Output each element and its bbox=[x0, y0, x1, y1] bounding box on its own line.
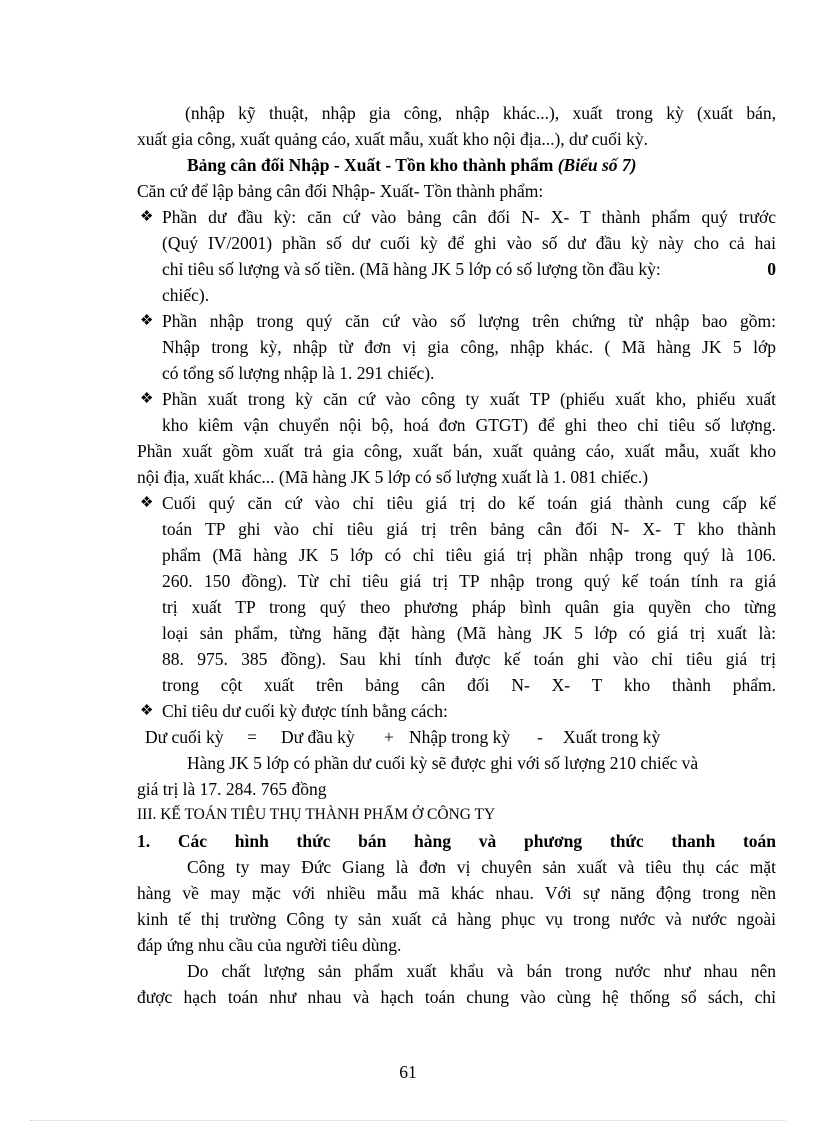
section-heading bbox=[187, 155, 636, 175]
text-line: phẩm (Mã hàng JK 5 lớp có chỉ tiêu giá trị phần nhập trong quý là 106. bbox=[162, 545, 776, 565]
text-line: xuất gia công, xuất quảng cáo, xuất mẫu, xuất kho nội địa...), dư cuối kỳ. bbox=[137, 129, 649, 149]
text-line: Căn cứ để lập bảng cân đối Nhập- Xuất- Tồn thành phẩm: bbox=[137, 181, 544, 201]
text-line: Cuối quý căn cứ vào chỉ tiêu giá trị do kế toán giá thành cung cấp kế bbox=[162, 493, 776, 513]
page-divider bbox=[30, 1120, 786, 1121]
text-line: 260. 150 đồng). Từ chỉ tiêu giá trị TP nhập trong quý kế toán tính ra giá bbox=[162, 571, 776, 591]
text-line: Phần xuất trong kỳ căn cứ vào công ty xuất TP (phiếu xuất kho, phiếu xuất bbox=[162, 389, 776, 409]
text-line: Công ty may Đức Giang là đơn vị chuyên sản xuất và tiêu thụ các mặt bbox=[187, 857, 776, 877]
text-line: được hạch toán như nhau và hạch toán chung vào cùng hệ thống sổ sách, chỉ bbox=[137, 987, 776, 1007]
formula-term: Dư đầu kỳ bbox=[281, 727, 355, 747]
section-title: III. KẾ TOÁN TIÊU THỤ THÀNH PHẨM Ở CÔNG TY bbox=[137, 806, 496, 823]
subsection-title: 1. Các hình thức bán hàng và phương thức thanh toán bbox=[137, 831, 776, 851]
text-line: đáp ứng nhu cầu của người tiêu dùng. bbox=[137, 935, 402, 955]
text-line: toán TP ghi vào chỉ tiêu giá trị trên bảng cân đối N- X- T kho thành bbox=[162, 519, 776, 539]
text-line: Phần xuất gồm xuất trả gia công, xuất bán, xuất quảng cáo, xuất mẫu, xuất kho bbox=[137, 441, 776, 461]
diamond-bullet-icon: ❖ bbox=[140, 313, 154, 329]
formula-operator: + bbox=[384, 727, 394, 747]
formula-term: Xuất trong kỳ bbox=[563, 727, 661, 747]
diamond-bullet-icon: ❖ bbox=[140, 391, 154, 407]
text-line: Nhập trong kỳ, nhập từ đơn vị gia công, nhập khác. ( Mã hàng JK 5 lớp bbox=[162, 337, 776, 357]
text-line: Chỉ tiêu dư cuối kỳ được tính bằng cách: bbox=[162, 701, 448, 721]
text-line: nội địa, xuất khác... (Mã hàng JK 5 lớp có số lượng xuất là 1. 081 chiếc.) bbox=[137, 467, 649, 487]
diamond-bullet-icon: ❖ bbox=[140, 703, 154, 719]
heading-text: Bảng cân đối Nhập - Xuất - Tồn kho thành phẩm bbox=[187, 155, 554, 175]
diamond-bullet-icon: ❖ bbox=[140, 495, 154, 511]
text-line: Phần nhập trong quý căn cứ vào số lượng trên chứng từ nhập bao gồm: bbox=[162, 311, 776, 331]
text-line: trị xuất TP trong quý theo phương pháp bình quân gia quyền cho từng bbox=[162, 597, 776, 617]
text-line: Phần dư đầu kỳ: căn cứ vào bảng cân đối N- X- T thành phẩm quý trước bbox=[162, 207, 776, 227]
formula-operator: - bbox=[537, 727, 543, 747]
formula-term: Nhập trong kỳ bbox=[409, 727, 511, 747]
heading-ref: (Biểu số 7) bbox=[557, 155, 637, 175]
text-line: loại sản phẩm, từng hãng đặt hàng (Mã hàng JK 5 lớp có giá trị xuất là: bbox=[162, 623, 776, 643]
text-line: Do chất lượng sản phẩm xuất khẩu và bán trong nước như nhau nên bbox=[187, 961, 776, 981]
page-number: 61 bbox=[399, 1062, 417, 1082]
text-line: (Quý IV/2001) phần số dư cuối kỳ để ghi vào số dư đầu kỳ này cho cả hai bbox=[162, 233, 776, 253]
diamond-bullet-icon: ❖ bbox=[140, 209, 154, 225]
text-line: giá trị là 17. 284. 765 đồng bbox=[137, 779, 327, 799]
text-line: chiếc). bbox=[162, 285, 210, 305]
text-line: Hàng JK 5 lớp có phần dư cuối kỳ sẽ được ghi với số lượng 210 chiếc và bbox=[187, 753, 699, 773]
formula-operator: = bbox=[247, 727, 257, 747]
text-line: kinh tế thị trường Công ty sản xuất cả hàng phục vụ trong nước và nước ngoài bbox=[137, 909, 776, 929]
bold-value: 0 bbox=[767, 259, 776, 279]
text-line: hàng về may mặc với nhiều mẫu mã khác nhau. Với sự năng động trong nền bbox=[137, 883, 776, 903]
text-line: 88. 975. 385 đồng). Sau khi tính được kế toán ghi vào chỉ tiêu giá trị bbox=[162, 649, 776, 669]
text-line bbox=[162, 259, 776, 279]
text-line: (nhập kỹ thuật, nhập gia công, nhập khác...), xuất trong kỳ (xuất bán, bbox=[185, 103, 776, 123]
text-line: có tổng số lượng nhập là 1. 291 chiếc). bbox=[162, 363, 435, 383]
text-span: chỉ tiêu số lượng và số tiền. (Mã hàng JK 5 lớp có số lượng tồn đầu kỳ: bbox=[162, 259, 661, 279]
text-line: kho kiêm vận chuyển nội bộ, hoá đơn GTGT) để ghi theo chỉ tiêu số lượng. bbox=[162, 415, 776, 435]
formula-term: Dư cuối kỳ bbox=[145, 727, 224, 747]
text-line: trong cột xuất trên bảng cân đối N- X- T kho thành phẩm. bbox=[162, 675, 776, 695]
